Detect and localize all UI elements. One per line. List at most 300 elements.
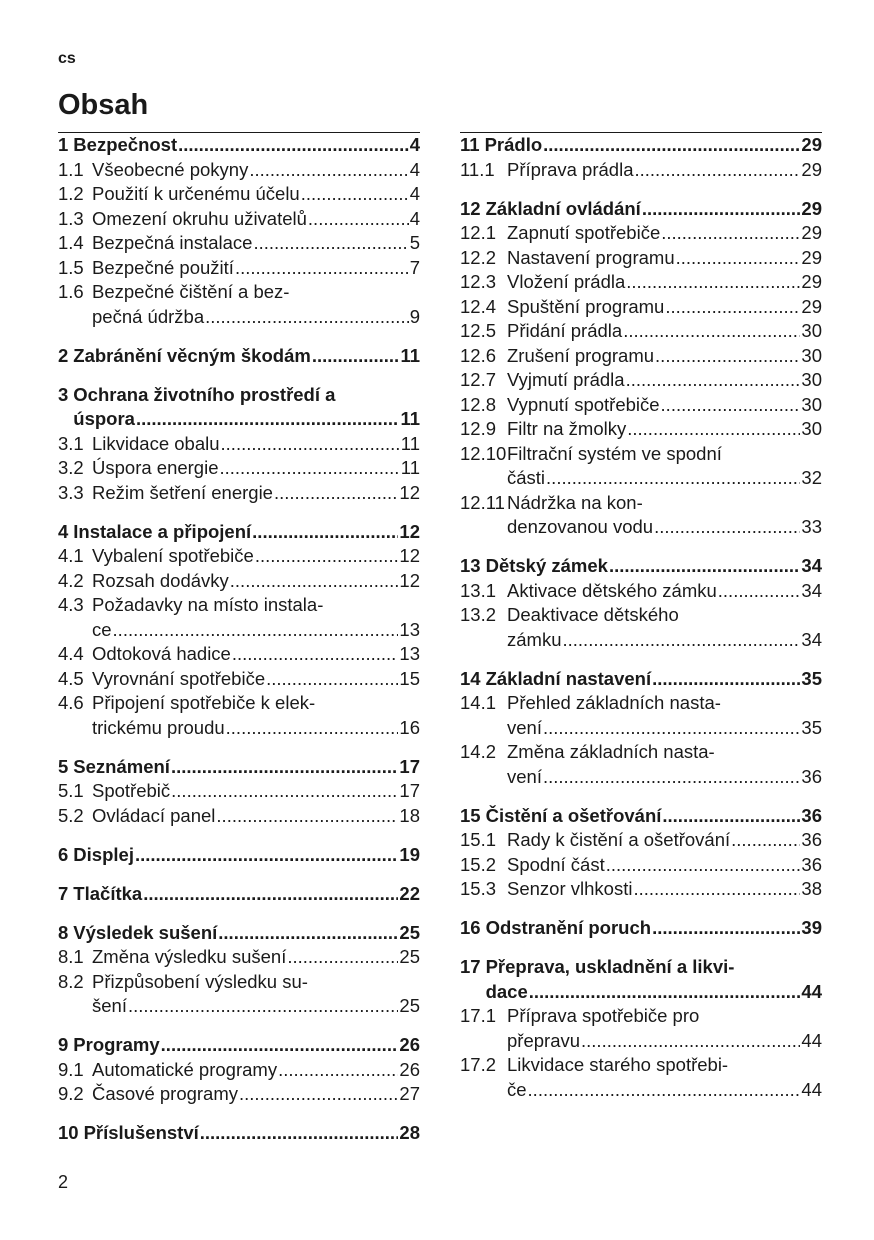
toc-entry-text xyxy=(507,295,822,320)
toc-entry-page: 35 xyxy=(801,667,822,689)
leader-dots xyxy=(221,432,400,457)
toc-entry-text xyxy=(507,691,822,740)
toc-entry-page: 29 xyxy=(801,295,822,317)
toc-entry[interactable] xyxy=(460,442,822,491)
toc-entry-text xyxy=(486,955,822,1004)
leader-dots xyxy=(655,344,800,369)
toc-entry-page: 29 xyxy=(801,134,822,155)
toc-entry-text xyxy=(73,133,420,158)
toc-entry-page: 30 xyxy=(801,393,822,415)
toc-entry-page: 5 xyxy=(409,232,420,253)
toc-entry-leader-row xyxy=(73,921,420,946)
leader-dots xyxy=(546,466,800,491)
toc-entry-text xyxy=(92,945,420,970)
toc-entry-text xyxy=(507,417,822,442)
leader-dots xyxy=(665,295,800,320)
toc-entry-text xyxy=(486,804,822,829)
toc-entry-title-line: Instalace a připojení xyxy=(73,520,252,542)
toc-entry-page: 29 xyxy=(801,271,822,292)
toc-entry-leader-row xyxy=(507,246,822,271)
toc-entry-text xyxy=(507,853,822,878)
toc-entry-leader-row xyxy=(507,466,822,491)
toc-entry-number: 4.2 xyxy=(58,569,84,591)
toc-entry-page: 44 xyxy=(801,1029,822,1051)
toc-entry-title-line: Bezpečné použití xyxy=(92,256,234,278)
toc-entry[interactable] xyxy=(460,295,822,320)
toc-entry[interactable] xyxy=(58,158,420,183)
toc-entry-title-line: Rozsah dodávky xyxy=(92,569,229,591)
leader-dots xyxy=(606,853,801,878)
toc-entry[interactable] xyxy=(460,955,822,1004)
toc-entry-page: 25 xyxy=(399,946,420,967)
toc-entry-number: 8.1 xyxy=(58,946,84,967)
toc-entry-title-line: Vypnutí spotřebiče xyxy=(507,393,660,415)
toc-entry-text xyxy=(73,383,420,432)
toc-entry-number: 12.2 xyxy=(460,246,497,268)
toc-entry-text xyxy=(507,368,822,393)
toc-entry[interactable] xyxy=(460,491,822,540)
toc-entry-leader-row xyxy=(92,716,420,741)
toc-entry[interactable] xyxy=(58,921,420,946)
toc-entry-number: 8 xyxy=(58,921,69,943)
toc-entry-text xyxy=(507,603,822,652)
toc-entry-page: 13 xyxy=(399,643,420,664)
toc-entry[interactable] xyxy=(58,804,420,829)
toc-entry-text xyxy=(507,1004,822,1053)
toc-entry-page: 11 xyxy=(400,344,420,366)
toc-entry-title-line: Vyjmutí prádla xyxy=(507,369,625,390)
toc-entry-number: 17.1 xyxy=(460,1005,497,1026)
leader-dots xyxy=(200,1121,399,1146)
toc-entry-page: 22 xyxy=(399,882,420,904)
toc-entry-title-line: Ovládací panel xyxy=(92,804,216,826)
toc-entry-text xyxy=(73,882,420,907)
toc-entry-number: 3 xyxy=(58,383,69,405)
toc-entry-number: 1.3 xyxy=(58,207,84,229)
toc-entry-page: 29 xyxy=(801,246,822,268)
toc-entry[interactable] xyxy=(460,393,822,418)
leader-dots xyxy=(563,628,801,653)
toc-entry-number: 10 xyxy=(58,1122,79,1143)
toc-entry[interactable] xyxy=(58,133,420,158)
toc-entry[interactable] xyxy=(460,270,822,295)
toc-entry-text xyxy=(507,740,822,789)
toc-entry[interactable] xyxy=(58,970,420,1019)
leader-dots xyxy=(623,319,800,344)
toc-entry-text xyxy=(507,158,822,183)
toc-entry-number: 5.2 xyxy=(58,804,84,826)
toc-entry[interactable] xyxy=(58,280,420,329)
toc-entry[interactable] xyxy=(460,740,822,789)
toc-entry-leader-row xyxy=(486,667,822,692)
toc-entry[interactable] xyxy=(58,945,420,970)
leader-dots xyxy=(216,804,398,829)
toc-entry-title-line: Příslušenství xyxy=(83,1122,199,1143)
toc-entry-number: 8.2 xyxy=(58,970,84,992)
toc-entry[interactable] xyxy=(58,344,420,369)
toc-entry-text xyxy=(92,970,420,1019)
toc-entry[interactable] xyxy=(460,603,822,652)
toc-entry-page: 17 xyxy=(399,755,420,777)
toc-entry-leader-row xyxy=(92,182,420,207)
toc-entry[interactable] xyxy=(58,520,420,545)
toc-entry-title-line: šení xyxy=(92,995,127,1016)
toc-entry[interactable] xyxy=(58,256,420,281)
toc-entry-text xyxy=(507,579,822,604)
toc-entry-page: 11 xyxy=(400,408,420,429)
toc-entry-leader-row xyxy=(92,207,420,232)
toc-entry-page: 12 xyxy=(399,545,420,566)
toc-entry-text xyxy=(507,319,822,344)
toc-entry-text xyxy=(92,642,420,667)
toc-entry-page: 33 xyxy=(801,516,822,537)
toc-entry-text xyxy=(92,691,420,740)
toc-entry[interactable] xyxy=(460,1053,822,1102)
toc-entry-number: 15.1 xyxy=(460,829,497,850)
toc-entry[interactable] xyxy=(58,843,420,868)
toc-entry-number: 13.2 xyxy=(460,604,497,625)
toc-entry-title-line: Likvidace obalu xyxy=(92,432,220,454)
toc-entry[interactable] xyxy=(58,1082,420,1107)
toc-entry-page: 36 xyxy=(801,829,822,850)
toc-entry[interactable] xyxy=(460,319,822,344)
toc-entry-leader-row xyxy=(486,197,822,222)
toc-entry[interactable] xyxy=(58,1058,420,1083)
toc-entry-text xyxy=(92,158,420,183)
toc-entry[interactable] xyxy=(58,207,420,232)
toc-entry-page: 39 xyxy=(801,917,822,938)
toc-entry-page: 12 xyxy=(399,481,420,503)
toc-column-right xyxy=(460,132,822,1102)
toc-entry-page: 19 xyxy=(399,843,420,865)
toc-entry-text xyxy=(92,569,420,594)
toc-entry[interactable] xyxy=(460,554,822,579)
toc-entry-text xyxy=(73,520,420,545)
toc-entry[interactable] xyxy=(460,1004,822,1053)
toc-entry-title-line: pečná údržba xyxy=(92,305,205,327)
toc-entry-title-line: Omezení okruhu uživatelů xyxy=(92,207,307,229)
toc-entry[interactable] xyxy=(460,691,822,740)
toc-entry[interactable] xyxy=(58,1121,420,1146)
toc-entry-page: 12 xyxy=(399,569,420,591)
toc-entry[interactable] xyxy=(460,804,822,829)
toc-entry-title-line: Displej xyxy=(73,843,134,865)
toc-entry[interactable] xyxy=(460,828,822,853)
toc-entry-leader-row xyxy=(92,569,420,594)
toc-entry-title-line: Rady k čistění a ošetřování xyxy=(507,829,731,850)
toc-entry-text xyxy=(507,877,822,902)
toc-entry-page: 38 xyxy=(801,878,822,899)
toc-entry[interactable] xyxy=(58,882,420,907)
toc-entry[interactable] xyxy=(58,667,420,692)
toc-entry-page: 30 xyxy=(801,418,822,439)
toc-entry[interactable] xyxy=(58,231,420,256)
toc-entry-text xyxy=(507,491,822,540)
toc-entry[interactable] xyxy=(58,456,420,481)
toc-entry-title-line: Všeobecné pokyny xyxy=(92,158,249,180)
toc-entry-title-line: Spotřebič xyxy=(92,780,171,801)
toc-entry-page: 29 xyxy=(801,158,822,180)
leader-dots xyxy=(266,667,398,692)
toc-entry-number: 3.3 xyxy=(58,481,84,503)
leader-dots xyxy=(255,544,399,569)
toc-entry-title-line: přepravu xyxy=(507,1029,581,1051)
toc-entry-text xyxy=(507,246,822,271)
toc-entry-text xyxy=(486,554,822,579)
leader-dots xyxy=(253,231,408,256)
leader-dots xyxy=(171,755,398,780)
toc-entry-title-line: Přidání prádla xyxy=(507,320,623,341)
toc-entry-leader-row xyxy=(73,344,420,369)
toc-entry[interactable] xyxy=(58,544,420,569)
toc-entry-text xyxy=(92,481,420,506)
toc-entry-title-line: Senzor vlhkosti xyxy=(507,878,633,899)
toc-entry[interactable] xyxy=(58,593,420,642)
toc-entry-number: 4.3 xyxy=(58,594,84,615)
toc-entry-leader-row xyxy=(92,544,420,569)
toc-entry-page: 44 xyxy=(801,1078,822,1100)
leader-dots xyxy=(235,256,409,281)
toc-entry[interactable] xyxy=(58,569,420,594)
page-title: Obsah xyxy=(58,89,149,121)
leader-dots xyxy=(178,133,409,158)
toc-entry[interactable] xyxy=(460,246,822,271)
toc-entry-text xyxy=(84,1121,420,1146)
toc-entry-title-line: Ochrana životního prostředí a xyxy=(73,383,336,405)
leader-dots xyxy=(232,642,399,667)
toc-entry-page: 4 xyxy=(409,183,420,204)
toc-entry-number: 6 xyxy=(58,843,69,865)
toc-entry-page: 35 xyxy=(801,716,822,738)
toc-entry[interactable] xyxy=(58,383,420,432)
leader-dots xyxy=(161,1033,399,1058)
toc-entry-leader-row xyxy=(92,642,420,667)
toc-entry-title-line: Změna základních nasta- xyxy=(507,741,715,762)
toc-entry-page: 13 xyxy=(399,618,420,640)
toc-entry-leader-row xyxy=(507,368,822,393)
toc-entry-title-line: ce xyxy=(92,618,112,640)
toc-entry-number: 4.6 xyxy=(58,692,84,713)
toc-entry-text xyxy=(73,921,420,946)
toc-entry-title-line: Změna výsledku sušení xyxy=(92,946,287,967)
toc-entry-number: 1 xyxy=(58,134,69,155)
toc-entry-leader-row xyxy=(507,579,822,604)
toc-entry-text xyxy=(92,1082,420,1107)
toc-entry-leader-row xyxy=(507,765,822,790)
leader-dots xyxy=(278,1058,398,1083)
toc-entry-number: 12.9 xyxy=(460,418,497,439)
toc-entry-text xyxy=(507,442,822,491)
toc-entry-text xyxy=(92,207,420,232)
toc-entry-leader-row xyxy=(73,407,420,432)
toc-entry[interactable] xyxy=(58,481,420,506)
toc-entry-leader-row xyxy=(92,432,420,457)
toc-entry-number: 11.1 xyxy=(460,158,495,180)
toc-entry-leader-row xyxy=(92,231,420,256)
toc-entry-number: 12.1 xyxy=(460,222,497,243)
toc-entry-title-line: Přizpůsobení výsledku su- xyxy=(92,970,308,992)
toc-entry-text xyxy=(486,667,822,692)
toc-entry-title-line: zámku xyxy=(507,628,562,650)
toc-entry-leader-row xyxy=(507,295,822,320)
leader-dots xyxy=(252,520,398,545)
toc-entry-leader-row xyxy=(507,716,822,741)
toc-entry-page: 30 xyxy=(801,320,822,341)
toc-entry-page: 4 xyxy=(409,158,420,180)
toc-entry[interactable] xyxy=(460,221,822,246)
toc-entry-title-line: Časové programy xyxy=(92,1083,239,1104)
toc-entry[interactable] xyxy=(460,368,822,393)
toc-entry[interactable] xyxy=(58,691,420,740)
toc-entry-title-line: Příprava spotřebiče pro xyxy=(507,1005,700,1026)
leader-dots xyxy=(249,158,408,183)
toc-entry-text xyxy=(486,197,822,222)
toc-entry-number: 12.11 xyxy=(460,491,505,513)
toc-entry-text xyxy=(73,755,420,780)
toc-entry-number: 7 xyxy=(58,882,69,904)
toc-entry-number: 12.8 xyxy=(460,393,497,415)
leader-dots xyxy=(627,417,800,442)
toc-entry-number: 11 xyxy=(460,134,480,155)
toc-entry-text xyxy=(507,270,822,295)
toc-entry[interactable] xyxy=(58,182,420,207)
leader-dots xyxy=(136,407,399,432)
toc-entry[interactable] xyxy=(58,1033,420,1058)
toc-entry-title-line: části xyxy=(507,467,546,488)
toc-entry-title-line: Likvidace starého spotřebi- xyxy=(507,1054,729,1075)
toc-entry[interactable] xyxy=(58,432,420,457)
toc-entry-number: 14 xyxy=(460,667,481,689)
toc-entry-number: 12.4 xyxy=(460,295,497,317)
toc-entry-number: 4 xyxy=(58,520,69,542)
toc-entry-text xyxy=(73,843,420,868)
toc-entry-leader-row xyxy=(92,481,420,506)
toc-entry-number: 1.2 xyxy=(58,183,84,204)
toc-entry-title-line: Bezpečnost xyxy=(73,134,178,155)
toc-entry-leader-row xyxy=(507,877,822,902)
toc-entry-leader-row xyxy=(507,828,822,853)
toc-list-right xyxy=(460,133,822,1102)
toc-entry[interactable] xyxy=(460,877,822,902)
toc-entry-leader-row xyxy=(507,853,822,878)
toc-entry[interactable] xyxy=(58,779,420,804)
toc-entry-page: 32 xyxy=(801,467,822,488)
toc-entry-leader-row xyxy=(92,945,420,970)
leader-dots xyxy=(633,877,800,902)
toc-entry-page: 16 xyxy=(399,716,420,738)
toc-entry-number: 4.4 xyxy=(58,643,84,664)
leader-dots xyxy=(287,945,398,970)
toc-entry[interactable] xyxy=(460,667,822,692)
toc-entry[interactable] xyxy=(460,916,822,941)
toc-entry-leader-row xyxy=(507,393,822,418)
leader-dots xyxy=(543,765,800,790)
toc-entry-number: 5 xyxy=(58,755,69,777)
toc-entry-title-line: Programy xyxy=(73,1034,160,1055)
toc-entry-title-line: Základní ovládání xyxy=(485,197,641,219)
toc-entry-leader-row xyxy=(92,804,420,829)
toc-entry-leader-row xyxy=(73,133,420,158)
toc-entry-leader-row xyxy=(92,994,420,1019)
toc-entry-title-line: Filtr na žmolky xyxy=(507,418,627,439)
toc-entry[interactable] xyxy=(460,158,822,183)
toc-entry-page: 9 xyxy=(409,305,420,327)
toc-entry-title-line: trickému proudu xyxy=(92,716,225,738)
language-code: cs xyxy=(58,50,76,67)
toc-entry[interactable] xyxy=(460,579,822,604)
toc-entry[interactable] xyxy=(460,853,822,878)
toc-entry-leader-row xyxy=(507,515,822,540)
toc-entry-number: 15.3 xyxy=(460,878,497,899)
toc-entry[interactable] xyxy=(460,197,822,222)
toc-entry-title-line: Spuštění programu xyxy=(507,295,665,317)
toc-column-left xyxy=(58,132,420,1146)
toc-entry-number: 15.2 xyxy=(460,853,497,875)
toc-entry-leader-row xyxy=(92,256,420,281)
toc-entry-number: 14.2 xyxy=(460,741,497,762)
toc-entry-leader-row xyxy=(507,1078,822,1103)
toc-entry-leader-row xyxy=(92,1082,420,1107)
toc-entry-title-line: Zrušení programu xyxy=(507,344,655,366)
toc-entry-leader-row xyxy=(507,221,822,246)
toc-entry-title-line: vení xyxy=(507,765,542,787)
toc-entry-title-line: Deaktivace dětského xyxy=(507,604,679,625)
toc-entry-number: 5.1 xyxy=(58,780,84,801)
toc-entry-text xyxy=(92,544,420,569)
leader-dots xyxy=(529,980,801,1005)
toc-entry-title-line: Seznámení xyxy=(73,755,170,777)
leader-dots xyxy=(626,368,801,393)
toc-entry-leader-row xyxy=(507,417,822,442)
leader-dots xyxy=(239,1082,398,1107)
toc-entry-number: 14.1 xyxy=(460,692,497,713)
toc-entry-page: 18 xyxy=(399,804,420,826)
toc-entry[interactable] xyxy=(58,755,420,780)
leader-dots xyxy=(652,667,800,692)
toc-entry[interactable] xyxy=(460,417,822,442)
toc-entry[interactable] xyxy=(58,642,420,667)
toc-entry-text xyxy=(92,804,420,829)
toc-entry-title-line: Vložení prádla xyxy=(507,271,626,292)
leader-dots xyxy=(143,882,398,907)
toc-entry-leader-row xyxy=(73,755,420,780)
toc-entry-page: 34 xyxy=(801,555,822,576)
toc-entry-page: 7 xyxy=(409,256,420,278)
toc-entry-page: 30 xyxy=(801,344,822,366)
toc-entry-leader-row xyxy=(92,1058,420,1083)
toc-entry-title-line: Vyrovnání spotřebiče xyxy=(92,667,266,689)
toc-entry-leader-row xyxy=(486,916,822,941)
leader-dots xyxy=(528,1078,801,1103)
toc-entry-title-line: vení xyxy=(507,716,542,738)
toc-entry-number: 12.3 xyxy=(460,271,497,292)
toc-entry-text xyxy=(507,393,822,418)
toc-entry-leader-row xyxy=(507,158,822,183)
toc-entry-number: 15 xyxy=(460,804,481,826)
leader-dots xyxy=(662,804,800,829)
leader-dots xyxy=(661,221,800,246)
leader-dots xyxy=(652,916,800,941)
toc-entry-page: 36 xyxy=(801,765,822,787)
toc-entry[interactable] xyxy=(460,344,822,369)
toc-entry-number: 17 xyxy=(460,956,481,977)
toc-entry[interactable] xyxy=(460,133,822,158)
toc-entry-page: 27 xyxy=(399,1083,420,1104)
toc-entry-title-line: Filtrační systém ve spodní xyxy=(507,442,722,464)
leader-dots xyxy=(218,921,398,946)
toc-entry-text xyxy=(92,182,420,207)
leader-dots xyxy=(642,197,801,222)
